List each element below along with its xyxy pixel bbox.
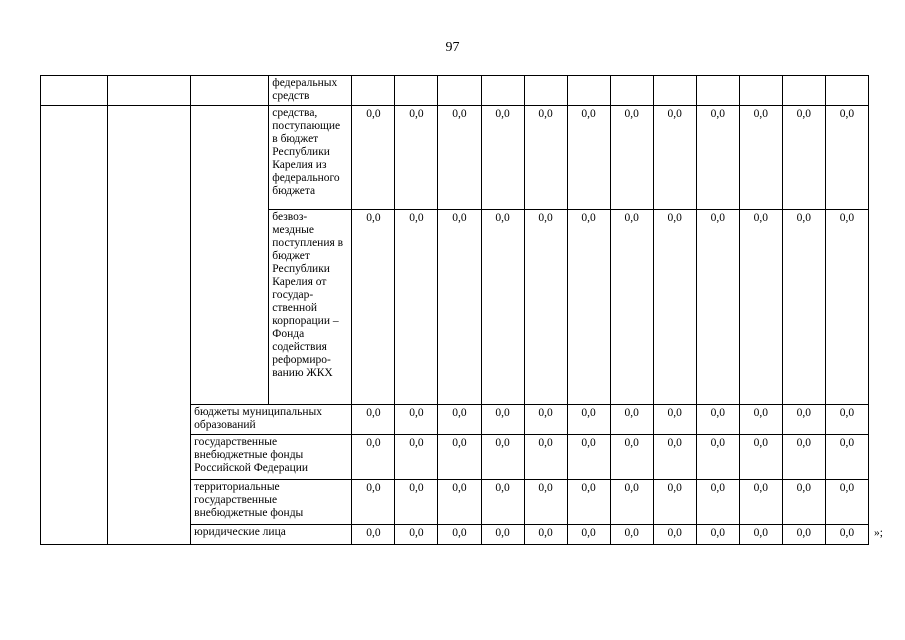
value-cell: 0,0 (653, 106, 696, 210)
value-cell: 0,0 (782, 210, 825, 405)
value-cell (825, 76, 868, 106)
value-cell: 0,0 (825, 405, 868, 435)
value-cell: 0,0 (567, 480, 610, 525)
value-cell: 0,0 (825, 480, 868, 525)
empty-cell (41, 76, 108, 106)
value-cell: 0,0 (524, 106, 567, 210)
value-cell: 0,0 (653, 435, 696, 480)
empty-cell (108, 76, 191, 106)
source-label: средства, поступающие в бюджет Республики Карелия из федерального бюджета (269, 106, 352, 210)
page-number: 97 (445, 40, 460, 55)
table-row (41, 76, 869, 106)
value-cell: 0,0 (739, 405, 782, 435)
value-cell: 0,0 (825, 435, 868, 480)
value-cell: 0,0 (567, 405, 610, 435)
value-cell: 0,0 (567, 106, 610, 210)
value-cell (739, 76, 782, 106)
value-cell: 0,0 (739, 525, 782, 545)
value-cell: 0,0 (696, 405, 739, 435)
value-cell: 0,0 (352, 435, 395, 480)
value-cell: 0,0 (567, 525, 610, 545)
value-cell (782, 76, 825, 106)
value-cell: 0,0 (438, 405, 481, 435)
value-cell: 0,0 (610, 480, 653, 525)
value-cell: 0,0 (739, 210, 782, 405)
value-cell (696, 76, 739, 106)
value-cell: 0,0 (782, 106, 825, 210)
value-cell: 0,0 (481, 405, 524, 435)
source-label: территориальные государственные внебюджетные фонды (191, 480, 352, 525)
value-cell (352, 76, 395, 106)
value-cell: 0,0 (481, 480, 524, 525)
value-cell (610, 76, 653, 106)
value-cell: 0,0 (524, 525, 567, 545)
empty-cell (191, 76, 269, 106)
value-cell: 0,0 (438, 480, 481, 525)
value-cell: 0,0 (438, 435, 481, 480)
value-cell (481, 76, 524, 106)
value-cell: 0,0 (395, 405, 438, 435)
source-label: безвоз-мездные поступления в бюджет Республики Карелия от государ-ственной корпорации – Фонда содействия реформиро-ванию ЖКХ (269, 210, 352, 405)
value-cell: 0,0 (739, 435, 782, 480)
value-cell: 0,0 (352, 480, 395, 525)
value-cell: 0,0 (524, 405, 567, 435)
value-cell: 0,0 (696, 106, 739, 210)
value-cell: 0,0 (438, 210, 481, 405)
value-cell: 0,0 (567, 210, 610, 405)
value-cell: 0,0 (782, 405, 825, 435)
value-cell: 0,0 (524, 480, 567, 525)
value-cell: 0,0 (395, 525, 438, 545)
value-cell: 0,0 (395, 210, 438, 405)
value-cell: 0,0 (395, 106, 438, 210)
empty-cell (41, 106, 108, 545)
value-cell: 0,0 (438, 106, 481, 210)
value-cell: 0,0 (481, 106, 524, 210)
value-cell (653, 76, 696, 106)
source-label: юридические лица (191, 525, 352, 545)
value-cell: 0,0 (696, 525, 739, 545)
value-cell: 0,0 (653, 525, 696, 545)
value-cell: 0,0 (825, 106, 868, 210)
value-cell (567, 76, 610, 106)
value-cell: 0,0 (696, 435, 739, 480)
value-cell: 0,0 (481, 210, 524, 405)
source-label: государственные внебюджетные фонды Российской Федерации (191, 435, 352, 480)
table-row (41, 106, 869, 210)
empty-cell (108, 106, 191, 545)
value-cell: 0,0 (395, 480, 438, 525)
value-cell (524, 76, 567, 106)
value-cell: 0,0 (352, 405, 395, 435)
value-cell: 0,0 (825, 210, 868, 405)
value-cell: 0,0 (825, 525, 868, 545)
value-cell: 0,0 (352, 106, 395, 210)
value-cell (395, 76, 438, 106)
value-cell: 0,0 (782, 480, 825, 525)
value-cell: 0,0 (395, 435, 438, 480)
value-cell: 0,0 (524, 435, 567, 480)
value-cell: 0,0 (653, 480, 696, 525)
value-cell: 0,0 (739, 106, 782, 210)
source-label: федеральных средств (269, 76, 352, 106)
value-cell: 0,0 (653, 405, 696, 435)
value-cell: 0,0 (696, 480, 739, 525)
value-cell: 0,0 (653, 210, 696, 405)
value-cell: 0,0 (782, 525, 825, 545)
value-cell: 0,0 (352, 210, 395, 405)
value-cell: 0,0 (610, 435, 653, 480)
source-label: бюджеты муниципальных образований (191, 405, 352, 435)
value-cell: 0,0 (696, 210, 739, 405)
empty-cell (191, 106, 269, 405)
value-cell: 0,0 (739, 480, 782, 525)
closing-quote-mark: »; (874, 527, 883, 539)
value-cell: 0,0 (610, 106, 653, 210)
value-cell: 0,0 (438, 525, 481, 545)
value-cell: 0,0 (610, 210, 653, 405)
value-cell: 0,0 (481, 525, 524, 545)
value-cell: 0,0 (352, 525, 395, 545)
value-cell: 0,0 (610, 405, 653, 435)
value-cell: 0,0 (567, 435, 610, 480)
value-cell: 0,0 (481, 435, 524, 480)
value-cell: 0,0 (782, 435, 825, 480)
value-cell (438, 76, 481, 106)
funding-sources-table (40, 75, 869, 545)
value-cell: 0,0 (524, 210, 567, 405)
value-cell: 0,0 (610, 525, 653, 545)
